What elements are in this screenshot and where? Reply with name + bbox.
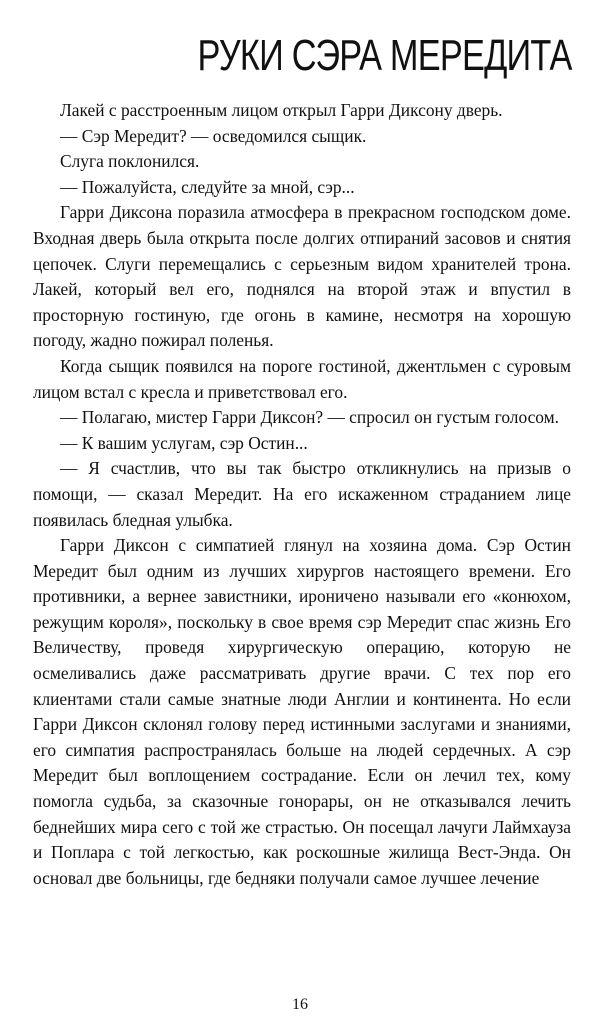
chapter-title: РУКИ СЭРА МЕРЕДИТА	[197, 31, 572, 80]
paragraph: — Пожалуйста, следуйте за мной, сэр...	[60, 176, 355, 197]
paragraph: Лакей с расстроенным лицом открыл Гарри Диксону дверь.	[60, 100, 503, 120]
paragraph: Гарри Диксон с симпатией глянул на хозяина дома. Сэр Остин Мередит был одним из лучших хирургов настоящего времени. Его противники, а вернее завистники, ироничено называли его «конюхом, режущим короля», поскольку в свое время сэр Мередит спас жизнь Его Величеству, проведя хирургическую операцию, которую не осмеливались даже рассматривать другие врачи. С тех пор его клиентами стали самые знатные люди Англии и континента. Но если Гарри Диксон склонял голову перед истинными заслугами и знаниями, его симпатия распространялась больше на людей сердечных. А сэр Мередит был воплощением сострадание. Если он лечил тех, кому помогла судьба, за сказочные гонорары, он не отказывался лечить беднейших мира сего с той же страстью. Он посещал лачуги Лаймхауза и Поплара с той легкостью, как роскошные жилища Вест-Энда. Он основал две больницы, где бедняки получали самое лучшее лечение	[33, 535, 571, 888]
paragraph: Слуга поклонился.	[60, 151, 200, 172]
paragraph: — Сэр Мередит? — осведомился сыщик.	[60, 125, 367, 146]
paragraph: Гарри Диксона поразила атмосфера в прекрасном господском доме. Входная дверь была открыта после долгих отпираний засовов и снятия цепочек. Слуги перемещались с серьезным видом хранителей трона. Лакей, который вел его, поднялся на второй этаж и впустил в просторную гостиную, где огонь в камине, несмотря на хорошую погоду, жадно пожирал поленья.	[33, 202, 571, 351]
page-number: 16	[292, 996, 308, 1013]
paragraph: — К вашим услугам, сэр Остин...	[60, 432, 308, 453]
paragraph: Когда сыщик появился на пороге гостиной, джентльмен с суровым лицом встал с кресла и приветствовал его.	[33, 355, 571, 402]
paragraph: — Я счастлив, что вы так быстро откликнулись на призыв о помощи, — сказал Мередит. На его искаженном страданием лице появилась бледная улыбка.	[33, 458, 571, 530]
body-text	[33, 98, 571, 891]
paragraph: — Полагаю, мистер Гарри Диксон? — спросил он густым голосом.	[60, 407, 560, 428]
